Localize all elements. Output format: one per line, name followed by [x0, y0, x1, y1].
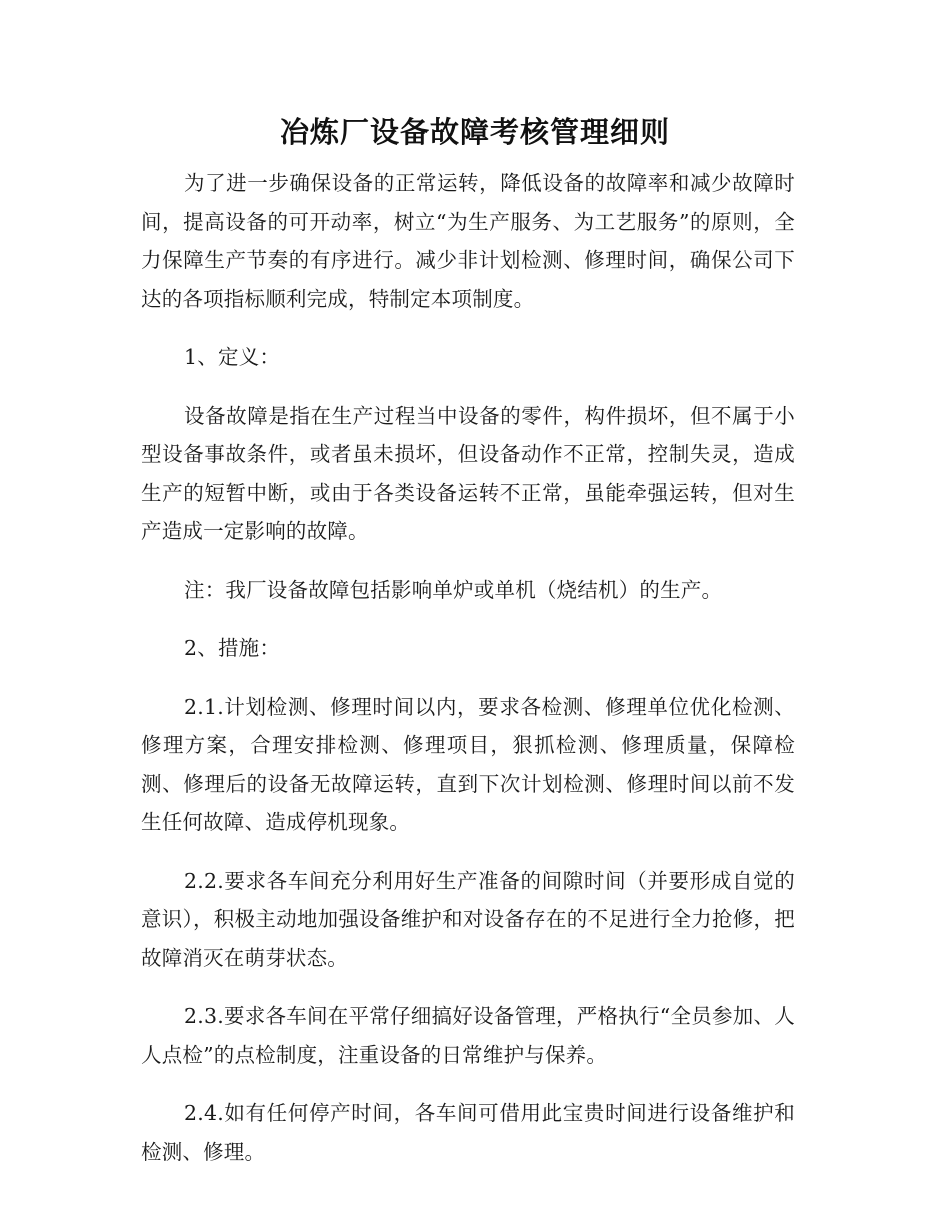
document-body: [141, 164, 795, 1191]
paragraph-measure-2-4: 2.4.如有任何停产时间，各车间可借用此宝贵时间进行设备维护和检测、修理。: [141, 1101, 795, 1164]
paragraph-note: 注：我厂设备故障包括影响单炉或单机（烧结机）的生产。: [184, 577, 723, 602]
paragraph-intro: 为了进一步确保设备的正常运转，降低设备的故障率和减少故障时间，提高设备的可开动率，树立“为生产服务、为工艺服务”的原则，全力保障生产节奏的有序进行。减少非计划检测、修理时间，确保公司下达的各项指标顺利完成，特制定本项制度。: [141, 171, 795, 311]
section-heading-definition: 1、定义：: [184, 345, 281, 369]
paragraph-measure-2-1: 2.1.计划检测、修理时间以内，要求各检测、修理单位优化检测、修理方案，合理安排检测、修理项目，狠抓检测、修理质量，保障检测、修理后的设备无故障运转，直到下次计划检测、修理时间以前不发生任何故障、造成停机现象。: [141, 694, 795, 834]
paragraph-definition: 设备故障是指在生产过程当中设备的零件，构件损坏，但不属于小型设备事故条件，或者虽未损坏，但设备动作不正常，控制失灵，造成生产的短暂中断，或由于各类设备运转不正常，虽能牵强运转，但对生产造成一定影响的故障。: [141, 403, 795, 543]
section-heading-measures: 2、措施：: [184, 636, 281, 660]
document-title: 冶炼厂设备故障考核管理细则: [279, 115, 670, 149]
paragraph-measure-2-2: 2.2.要求各车间充分利用好生产准备的间隙时间（并要形成自觉的意识），积极主动地加强设备维护和对设备存在的不足进行全力抢修，把故障消灭在萌芽状态。: [141, 868, 795, 970]
paragraph-measure-2-3: 2.3.要求各车间在平常仔细搞好设备管理，严格执行“全员参加、人人点检”的点检制度，注重设备的日常维护与保养。: [141, 1004, 795, 1067]
